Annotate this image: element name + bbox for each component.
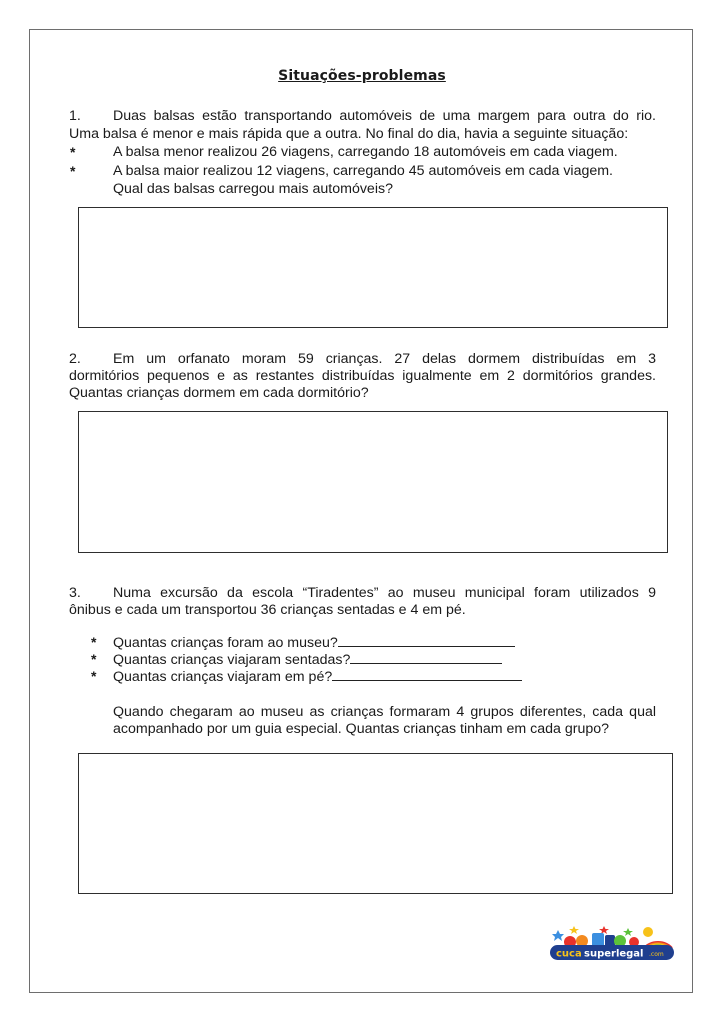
svg-text:superlegal: superlegal (584, 948, 644, 960)
question-text-line: Em um orfanato moram 59 crianças. 27 delas dormem distribuídas em 3 (113, 351, 656, 367)
question-text-line: dormitórios pequenos e as restantes distribuídas igualmente em 2 dormitórios grandes. (69, 368, 656, 384)
answer-box-3[interactable] (78, 753, 673, 894)
bullet-text (113, 667, 522, 686)
followup-text-line: acompanhado por um guia especial. Quantas crianças tinham em cada grupo? (113, 721, 610, 737)
page-title: Situações-problemas (278, 68, 446, 84)
bullet-star-icon: * (91, 634, 97, 650)
bullet-star-icon: * (91, 651, 97, 667)
question-text-line: Uma balsa é menor e mais rápida que a outra. No final do dia, havia a seguinte situação: (69, 126, 629, 142)
answer-blank-3[interactable] (332, 667, 522, 681)
answer-blank-1[interactable] (338, 633, 515, 647)
answer-blank-2[interactable] (350, 650, 502, 664)
bullet-text: A balsa menor realizou 26 viagens, carregando 18 automóveis em cada viagem. (113, 144, 618, 160)
svg-text:cuca: cuca (556, 948, 582, 960)
bullet-star-icon: * (70, 144, 76, 160)
bullet-question-label: Quantas crianças viajaram em pé? (113, 669, 333, 685)
question-text-line: Numa excursão da escola “Tiradentes” ao museu municipal foram utilizados 9 (113, 585, 656, 601)
bullet-question-label: Quantas crianças foram ao museu? (113, 635, 338, 651)
question-text-line: ônibus e cada um transportou 36 crianças sentadas e 4 em pé. (69, 602, 466, 618)
question-number: 1. (69, 108, 81, 124)
bullet-star-icon: * (91, 668, 97, 684)
question-prompt: Qual das balsas carregou mais automóveis? (113, 181, 393, 197)
logo-graphic-icon (548, 922, 676, 962)
svg-text:.com: .com (649, 951, 664, 958)
site-logo (548, 922, 676, 962)
bullet-star-icon: * (70, 163, 76, 179)
question-text-line: Duas balsas estão transportando automóveis de uma margem para outra do rio. (113, 108, 656, 124)
followup-text-line: Quando chegaram ao museu as crianças formaram 4 grupos diferentes, cada qual (113, 704, 656, 720)
question-number: 2. (69, 351, 81, 367)
question-number: 3. (69, 585, 81, 601)
bullet-text: A balsa maior realizou 12 viagens, carregando 45 automóveis em cada viagem. (113, 163, 613, 179)
question-text-line: Quantas crianças dormem em cada dormitório? (69, 385, 369, 401)
bullet-question-label: Quantas crianças viajaram sentadas? (113, 652, 351, 668)
answer-box-1[interactable] (78, 207, 668, 328)
answer-box-2[interactable] (78, 411, 668, 553)
